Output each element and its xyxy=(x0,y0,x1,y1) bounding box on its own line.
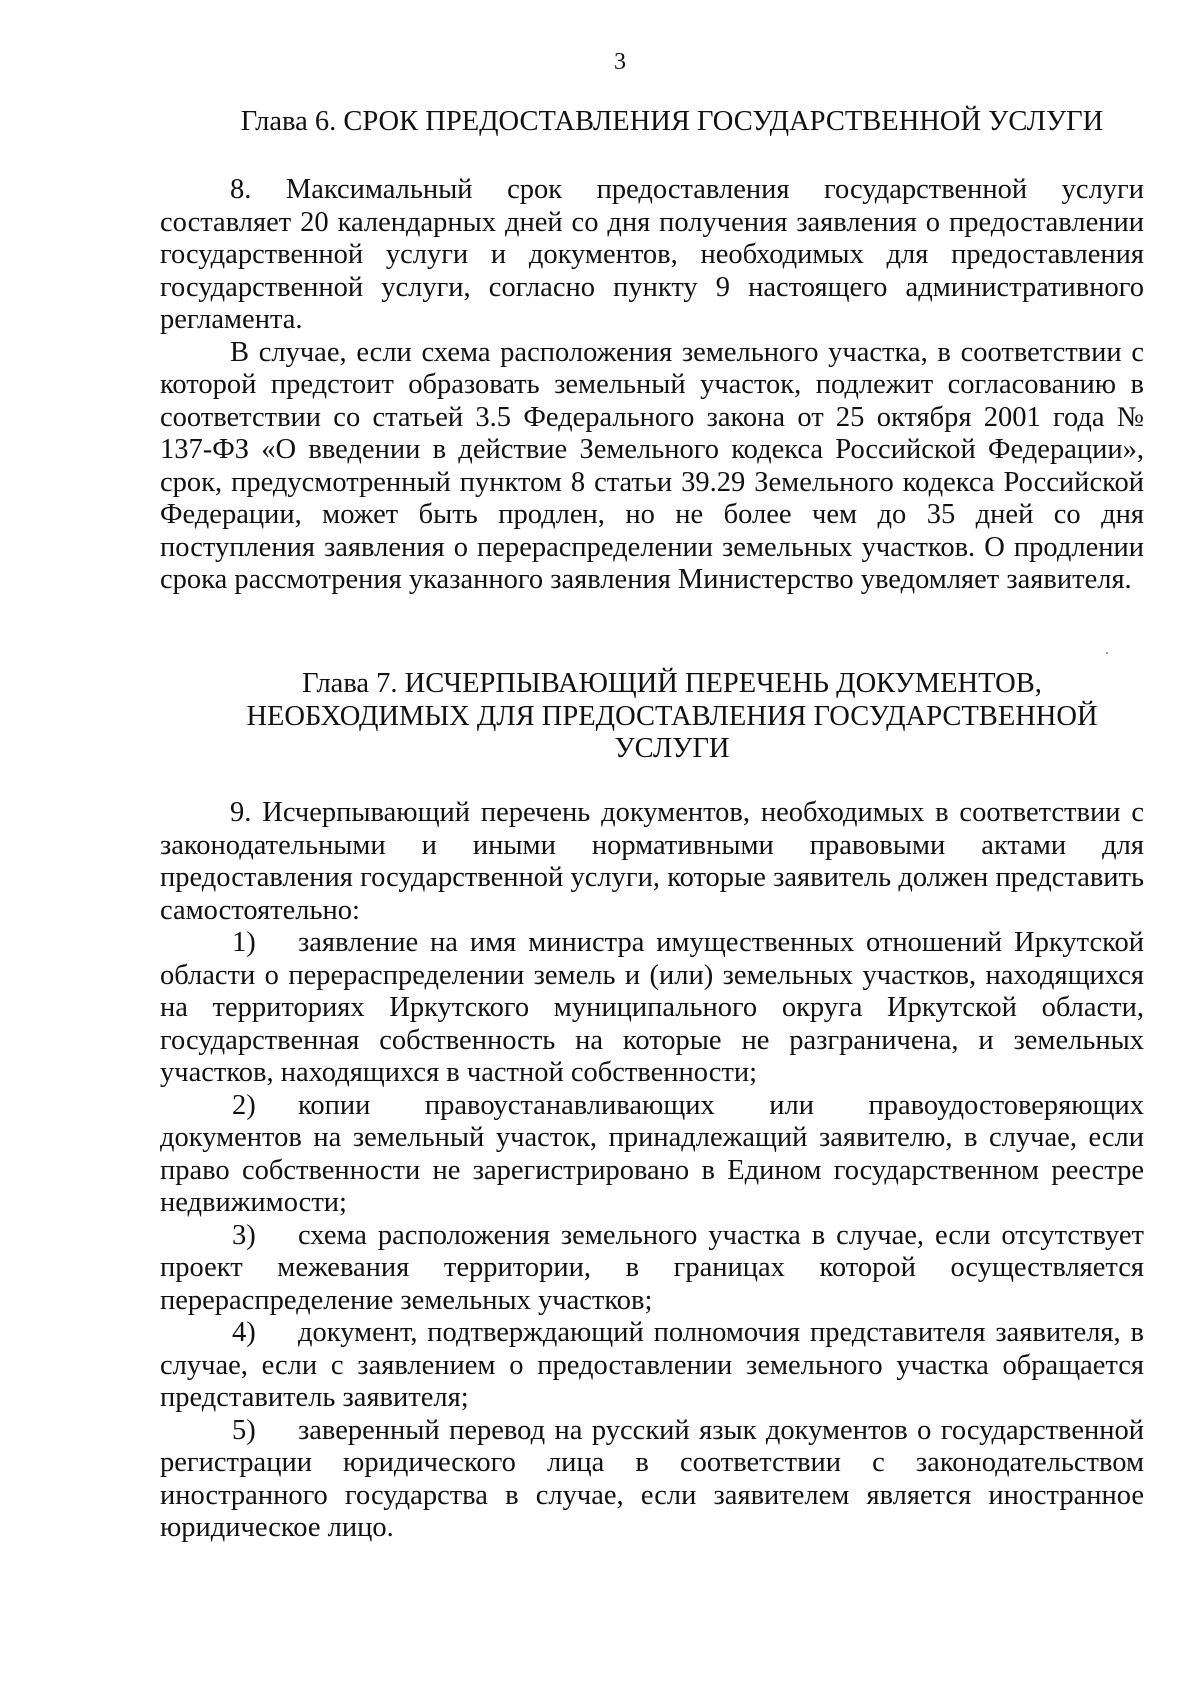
list-item-text: документ, подтверждающий полномочия представителя заявителя, в случае, если с заявлением о предоставлении земельного участка обращается представитель заявителя; xyxy=(160,1317,1144,1413)
list-item xyxy=(160,1090,1144,1220)
list-item-text: заверенный перевод на русский язык документов о государственной регистрации юридического лица в соответствии с законодательством иностранного государства в случае, если заявителем является иностранное юридическое лицо. xyxy=(160,1414,1144,1543)
list-item-number: 5) xyxy=(232,1414,256,1446)
chapter-6-body xyxy=(160,174,1144,597)
list-item xyxy=(160,1415,1144,1545)
paragraph-8: 8. Максимальный срок предоставления государственной услуги составляет 20 календарных дней со дня получения заявления о предоставлении государственной услуги и документов, необходимых для предоставления государственной услуги, согласно пункту 9 настоящего административного регламента. xyxy=(160,174,1144,335)
list-item-text: копии правоустанавливающих или правоудостоверяющих документов на земельный участок, принадлежащий заявителю, в случае, если право собственности не зарегистрировано в Едином государственном реестре недвижимости; xyxy=(160,1089,1144,1218)
scan-speck xyxy=(1106,652,1108,654)
chapter-7-heading xyxy=(160,668,1144,766)
list-item xyxy=(160,1220,1144,1318)
paragraph-8-extension: В случае, если схема расположения земельного участка, в соответствии с которой предстоит образовать земельный участок, подлежит согласованию в соответствии со статьей 3.5 Федерального закона от 25 октября 2001 года № 137-ФЗ «О введении в действие Земельного кодекса Российской Федерации», срок, предусмотренный пунктом 8 статьи 39.29 Земельного кодекса Российской Федерации, может быть продлен, но не более чем до 35 дней со дня поступления заявления о перераспределении земельных участков. О продлении срока рассмотрения указанного заявления Министерство уведомляет заявителя. xyxy=(160,336,1144,595)
page-number: 3 xyxy=(614,49,626,75)
chapter-7-body xyxy=(160,797,1144,1545)
chapter-7-heading-line2: НЕОБХОДИМЫХ ДЛЯ ПРЕДОСТАВЛЕНИЯ ГОСУДАРСТВЕННОЙ xyxy=(246,700,1098,732)
list-item-text: схема расположения земельного участка в случае, если отсутствует проект межевания территории, в границах которой осуществляется перераспределение земельных участков; xyxy=(160,1219,1144,1316)
list-item-number: 3) xyxy=(232,1219,256,1251)
list-item xyxy=(160,1317,1144,1415)
list-item xyxy=(160,927,1144,1090)
chapter-7-heading-line1: Глава 7. ИСЧЕРПЫВАЮЩИЙ ПЕРЕЧЕНЬ ДОКУМЕНТОВ, xyxy=(302,668,1042,699)
paragraph-9: 9. Исчерпывающий перечень документов, необходимых в соответствии с законодательными и иными нормативными правовыми актами для предоставления государственной услуги, которые заявитель должен представить самостоятельно: xyxy=(160,797,1144,926)
list-item-number: 1) xyxy=(232,927,256,958)
list-item-number: 2) xyxy=(232,1089,256,1121)
chapter-6-heading: Глава 6. СРОК ПРЕДОСТАВЛЕНИЯ ГОСУДАРСТВЕННОЙ УСЛУГИ xyxy=(240,106,1104,137)
chapter-7-heading-line3: УСЛУГИ xyxy=(614,733,730,764)
list-item-number: 4) xyxy=(232,1317,256,1348)
list-item-text: заявление на имя министра имущественных отношений Иркутской области о перераспределении земель и (или) земельных участков, находящихся на территориях Иркутского муниципального округа Иркутской области, государственная собственность на которые не разграничена, и земельных участков, находящихся в частной собственности; xyxy=(160,927,1144,1088)
